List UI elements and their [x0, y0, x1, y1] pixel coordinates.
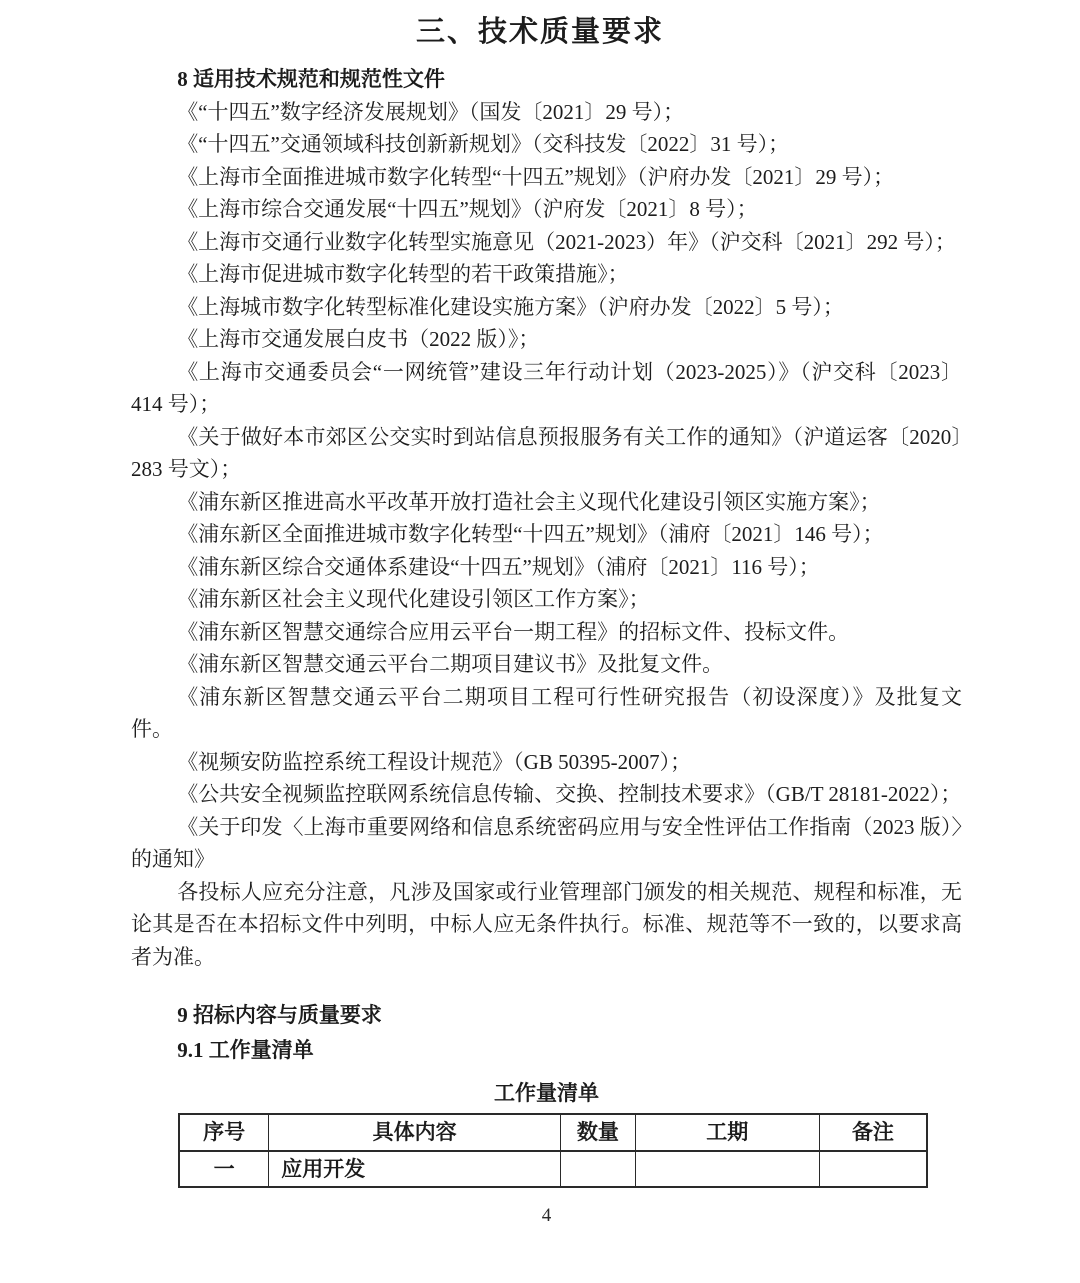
reference-list — [131, 96, 962, 876]
reference-item: 《上海市交通发展白皮书（2022 版）》； — [177, 327, 540, 351]
worklist-table — [178, 1113, 928, 1188]
reference-item: 《公共安全视频监控联网系统信息传输、交换、控制技术要求》（GB/T 28181-2022）； — [177, 782, 962, 806]
table-body — [179, 1151, 927, 1188]
page-number: 4 — [541, 1205, 552, 1226]
reference-item: 《关于做好本市郊区公交实时到站信息预报服务有关工作的通知》（沪道运客〔2020〕283 号文）； — [131, 424, 962, 481]
reference-item: 《“十四五”数字经济发展规划》（国发〔2021〕29 号）； — [177, 99, 685, 124]
reference-item: 《浦东新区全面推进城市数字化转型“十四五”规划》（浦府〔2021〕146 号）； — [177, 522, 884, 546]
reference-item: 《视频安防监控系统工程设计规范》（GB 50395-2007）； — [177, 749, 692, 774]
reference-item: 《上海城市数字化转型标准化建设实施方案》（沪府办发〔2022〕5 号）； — [177, 294, 844, 319]
reference-item: 《上海市促进城市数字化转型的若干政策措施》； — [177, 262, 629, 286]
reference-item: 《浦东新区智慧交通云平台二期项目建议书》及批复文件。 — [177, 652, 724, 676]
reference-item: 《浦东新区综合交通体系建设“十四五”规划》（浦府〔2021〕116 号）； — [177, 554, 820, 579]
reference-item: 《浦东新区社会主义现代化建设引领区工作方案》； — [177, 587, 650, 611]
reference-item: 《上海市全面推进城市数字化转型“十四五”规划》（沪府办发〔2021〕29 号）； — [177, 164, 895, 189]
document-body — [131, 63, 962, 1233]
worklist-table-caption: 工作量清单 — [494, 1081, 599, 1105]
table-header-row — [179, 1114, 927, 1151]
section-9-1-heading: 9.1 工作量清单 — [177, 1037, 314, 1062]
page-title: 三、技术质量要求 — [415, 16, 664, 48]
reference-item: 《上海市综合交通发展“十四五”规划》（沪府发〔2021〕8 号）； — [177, 197, 758, 221]
reference-item: 《上海市交通行业数字化转型实施意见（2021-2023）年》（沪交科〔2021〕292 号）； — [177, 229, 956, 254]
table-cell: 一 — [179, 1151, 269, 1188]
reference-item: 《关于印发〈上海市重要网络和信息系统密码应用与安全性评估工作指南（2023 版）〉的通知》 — [131, 814, 962, 871]
reference-item: 《浦东新区智慧交通云平台二期项目工程可行性研究报告（初设深度）》及批复文件。 — [131, 684, 962, 741]
table-header-cell: 工期 — [635, 1114, 819, 1151]
reference-item: 《上海市交通委员会“一网统管”建设三年行动计划（2023-2025）》（沪交科〔2023〕414 号）； — [131, 359, 962, 416]
table-row — [179, 1151, 927, 1188]
table-header-cell: 序号 — [179, 1114, 269, 1151]
reference-item: 《“十四五”交通领域科技创新新规划》（交科技发〔2022〕31 号）； — [177, 132, 790, 156]
note-paragraph: 各投标人应充分注意，凡涉及国家或行业管理部门颁发的相关规范、规程和标准，无论其是否在本招标文件中列明，中标人应无条件执行。标准、规范等不一致的，以要求高者为准。 — [131, 879, 962, 969]
table-cell — [560, 1151, 635, 1188]
table-cell: 应用开发 — [269, 1151, 561, 1188]
table-header-cell: 备注 — [819, 1114, 927, 1151]
reference-item: 《浦东新区智慧交通综合应用云平台一期工程》的招标文件、投标文件。 — [177, 619, 850, 644]
reference-item: 《浦东新区推进高水平改革开放打造社会主义现代化建设引领区实施方案》； — [177, 489, 881, 514]
section-9-heading: 9 招标内容与质量要求 — [177, 1003, 382, 1027]
table-header-cell: 数量 — [560, 1114, 635, 1151]
table-cell — [819, 1151, 927, 1188]
section-8-heading: 8 适用技术规范和规范性文件 — [177, 67, 445, 91]
table-cell — [635, 1151, 819, 1188]
worklist-table-container — [178, 1113, 928, 1188]
table-header-cell: 具体内容 — [269, 1114, 561, 1151]
